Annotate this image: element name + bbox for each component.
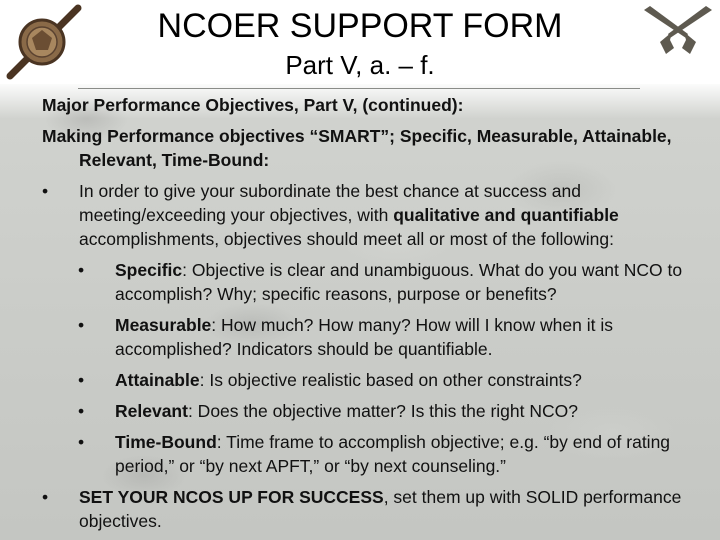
sub-bullet-measurable — [42, 313, 702, 361]
bullet-marker: • — [42, 487, 49, 507]
term-measurable: Measurable — [115, 315, 212, 335]
smart-intro — [42, 124, 702, 172]
term-relevant: Relevant — [115, 401, 188, 421]
bullet-marker: • — [78, 370, 85, 390]
term-attainable: Attainable — [115, 370, 200, 390]
bullet-item — [42, 179, 702, 251]
sub-bullet-specific — [42, 258, 702, 306]
bullet-marker: • — [42, 181, 49, 201]
title-divider — [78, 88, 640, 89]
bullet2-text-post: , set them up with SOLID performance objectives. — [79, 487, 682, 531]
page-subtitle: Part V, a. – f. — [285, 50, 435, 80]
bullet-item — [42, 485, 702, 533]
bullet-marker: • — [78, 315, 85, 335]
desc-measurable: : How much? How many? How will I know when it is accomplished? Indicators should be quantifiable. — [115, 315, 613, 359]
bullet-marker: • — [78, 260, 85, 280]
bullet2-text-bold: SET YOUR NCOS UP FOR SUCCESS — [79, 487, 384, 507]
page-title: NCOER SUPPORT FORM — [157, 7, 563, 45]
desc-attainable: : Is objective realistic based on other constraints? — [199, 370, 582, 390]
sub-bullet-relevant — [42, 399, 702, 423]
bullet-text-bold: qualitative and quantifiable — [393, 205, 619, 225]
slide-body — [42, 93, 702, 533]
desc-time-bound: : Time frame to accomplish objective; e.g. “by end of rating period,” or “by next APFT,” or “by next counseling.” — [115, 432, 671, 476]
bullet-text-pre: In order to give your subordinate the best chance at success and meeting/exceeding your objectives, with — [79, 181, 581, 225]
bullet-marker: • — [78, 432, 85, 452]
sub-bullet-time-bound — [42, 430, 702, 478]
desc-specific: : Objective is clear and unambiguous. What do you want NCO to accomplish? Why; specific reasons, purpose or benefits? — [115, 260, 683, 304]
desc-relevant: : Does the objective matter? Is this the right NCO? — [187, 401, 578, 421]
term-specific: Specific — [115, 260, 183, 280]
bullet-marker: • — [78, 401, 85, 421]
term-time-bound: Time-Bound — [115, 432, 217, 452]
smart-intro-text: Making Performance objectives “SMART”; Specific, Measurable, Attainable, Relevant, Time-Bound: — [42, 126, 672, 170]
sub-bullet-attainable — [42, 368, 702, 392]
bullet-text-post: accomplishments, objectives should meet all or most of the following: — [79, 229, 614, 249]
section-heading: Major Performance Objectives, Part V, (continued): — [42, 95, 464, 115]
